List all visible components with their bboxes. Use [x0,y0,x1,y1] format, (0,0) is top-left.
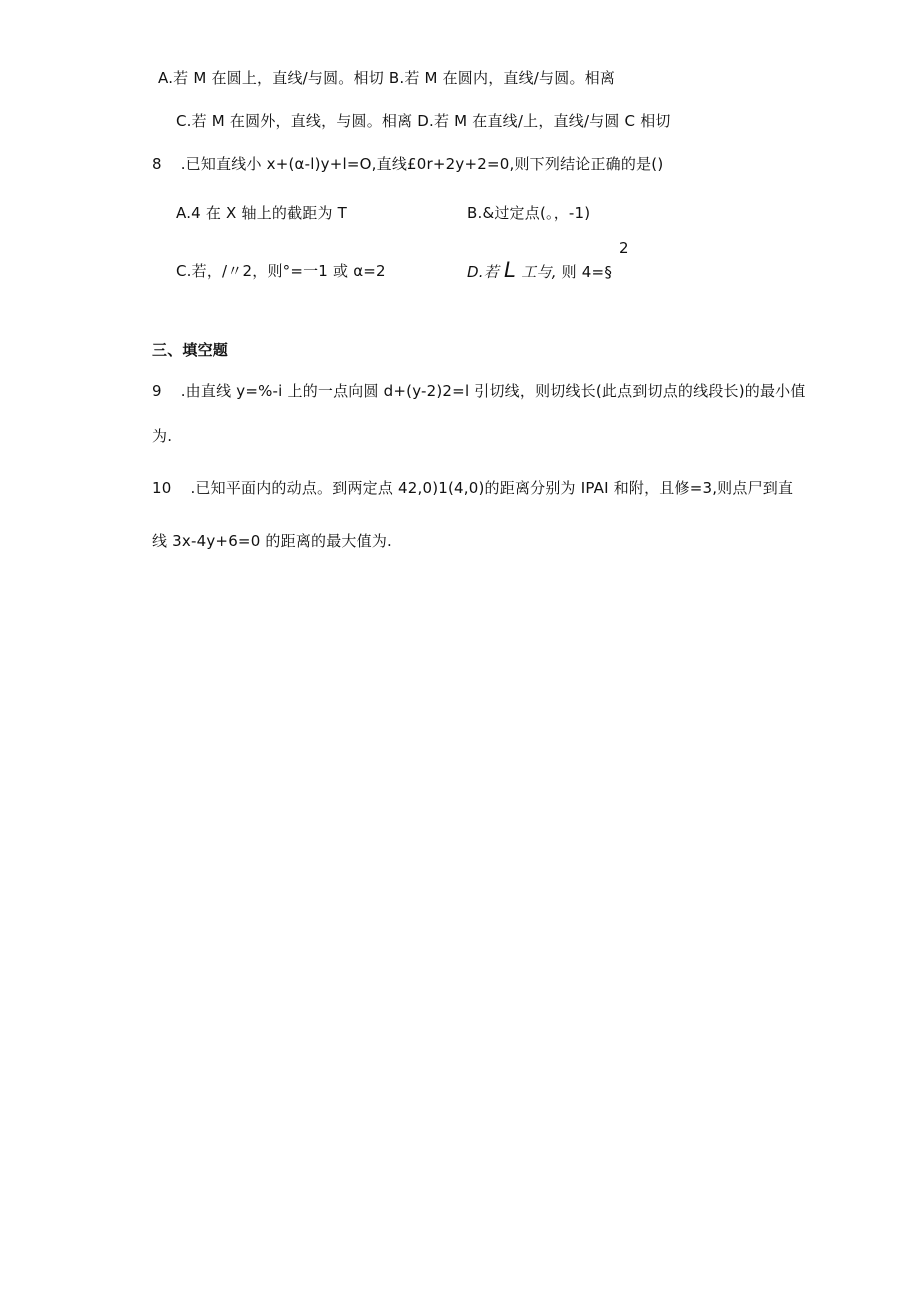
q7-options-row-2: C.若 M 在圆外，直线，与圆。相离 D.若 M 在直线/上，直线/与圆 C 相切 [176,112,671,130]
section-3-title: 三、填空题 [152,341,229,359]
q8-option-a: A.4 在 X 轴上的截距为 T [176,204,348,222]
q8-option-c: C.若，/〃2，则°=一1 或 α=2 [176,262,386,280]
option-d-suffix: 则 4=§ [561,263,613,281]
question-9-line-2: 为. [152,427,173,445]
q8-option-d [467,257,612,285]
option-d-middle: 工与, [521,263,557,281]
question-10 [152,478,793,498]
question-stem-line-1: .已知平面内的动点。到两定点 42,0)1(4,0)的距离分别为 IPAI 和附，且修=3,则点尸到直 [190,479,794,497]
question-number: 9 [152,382,162,400]
question-10-line-2: 线 3x-4y+6=0 的距离的最大值为. [152,532,392,550]
question-stem-line-1: .由直线 y=%-i 上的一点向圆 d+(y-2)2=l 引切线，则切线长(此点到切点的线段长)的最小值 [180,382,806,400]
question-8 [152,154,663,174]
question-number: 8 [152,155,162,173]
question-stem: .已知直线小 x+(α-l)y+l=O,直线£0r+2y+2=0,则下列结论正确的是() [180,155,664,173]
q8-option-d-superscript: 2 [619,239,629,257]
option-d-symbol: L [503,257,517,282]
q7-options-row-1: A.若 M 在圆上，直线/与圆。相切 B.若 M 在圆内，直线/与圆。相离 [158,69,616,87]
option-d-prefix: D.若 [467,263,499,281]
question-9 [152,381,806,401]
question-number: 10 [152,479,172,497]
q8-option-b: B.&过定点(。，-1) [467,204,591,222]
